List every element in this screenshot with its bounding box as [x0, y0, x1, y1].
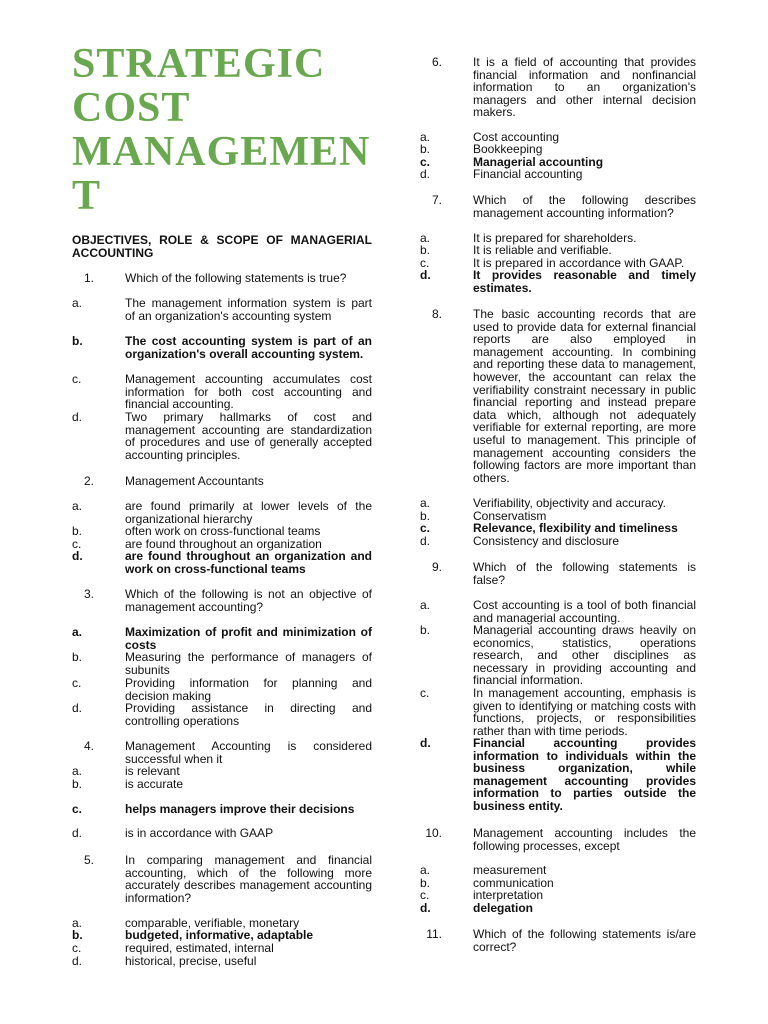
answer-option: [72, 373, 372, 411]
option-letter: a.: [72, 499, 83, 513]
option-letter: a.: [72, 916, 83, 930]
option-text: It is prepared in accordance with GAAP.: [473, 256, 685, 270]
option-letter: c.: [420, 521, 431, 535]
option-text: Bookkeeping: [473, 142, 543, 156]
answer-option-correct: [72, 550, 372, 575]
option-letter: c.: [72, 802, 83, 816]
answer-option-correct: [72, 335, 372, 360]
answer-option-correct: [72, 929, 372, 942]
option-letter: d.: [420, 901, 431, 915]
option-text: delegation: [473, 901, 534, 915]
answer-option: [72, 411, 372, 461]
question-stem: Management Accounting is considered successful when it: [125, 739, 372, 766]
answer-option: [72, 955, 372, 968]
question-11: [420, 928, 696, 953]
option-text: is accurate: [125, 777, 184, 791]
answer-option: [420, 143, 696, 156]
question-stem: Management accounting includes the following processes, except: [473, 826, 696, 853]
option-text: It is prepared for shareholders.: [473, 231, 637, 245]
option-text: Managerial accounting draws heavily on economics, statistics, operations research, and other disciplines as necessary in providing accounting and financial information.: [473, 623, 696, 688]
question-number: 10.: [425, 826, 442, 840]
question-number: 9.: [431, 560, 442, 574]
question-stem: Which of the following statements is/are correct?: [473, 927, 696, 954]
answer-option: [420, 864, 696, 877]
option-letter: a.: [420, 863, 431, 877]
answer-option: [420, 889, 696, 902]
option-text: Measuring the performance of managers of subunits: [125, 650, 372, 677]
option-letter: a.: [420, 130, 431, 144]
question-stem: Which of the following describes management accounting information?: [473, 193, 696, 220]
option-letter: a.: [72, 296, 83, 310]
option-letter: b.: [420, 142, 431, 156]
question-2: [72, 475, 372, 488]
option-text: interpretation: [473, 888, 544, 902]
answer-option: [420, 687, 696, 737]
answer-option: [72, 778, 372, 791]
option-text: Cost accounting is a tool of both financial and managerial accounting.: [473, 598, 696, 625]
option-letter: d.: [72, 701, 83, 715]
question-8: [420, 308, 696, 484]
question-number: 2.: [83, 474, 94, 488]
question-stem: In comparing management and financial accounting, which of the following more accurately describes management accounting information?: [125, 853, 372, 905]
option-text: Managerial accounting: [473, 155, 604, 169]
answer-option-correct: [72, 803, 372, 816]
question-number: 6.: [431, 55, 442, 69]
option-letter: c.: [420, 686, 430, 700]
option-text: Cost accounting: [473, 130, 560, 144]
option-text: Management accounting accumulates cost information for both cost accounting and financial accounting.: [125, 372, 372, 412]
question-6: [420, 56, 696, 119]
option-letter: a.: [420, 231, 431, 245]
option-text: Providing information for planning and decision making: [125, 676, 372, 703]
option-letter: a.: [72, 625, 83, 639]
option-text: Consistency and disclosure: [473, 534, 620, 548]
answer-option: [72, 765, 372, 778]
answer-option: [72, 651, 372, 676]
option-letter: b.: [72, 334, 83, 348]
option-text: The cost accounting system is part of an organization's overall accounting system.: [125, 334, 372, 361]
option-letter: d.: [72, 826, 83, 840]
question-number: 8.: [431, 307, 442, 321]
option-text: often work on cross-functional teams: [125, 524, 321, 538]
answer-option: [72, 297, 372, 322]
question-4: [72, 740, 372, 765]
question-number: 3.: [83, 587, 94, 601]
option-letter: c.: [72, 372, 82, 386]
question-number: 5.: [83, 853, 94, 867]
question-stem: Which of the following is not an objective of management accounting?: [125, 587, 372, 614]
option-letter: b.: [72, 650, 83, 664]
option-letter: b.: [72, 777, 83, 791]
option-text: Financial accounting provides information to individuals within the business organization, while management accounting provides information to parties outside the business entity.: [473, 736, 696, 813]
option-text: comparable, verifiable, monetary: [125, 916, 300, 930]
option-letter: a.: [420, 496, 431, 510]
answer-option: [72, 525, 372, 538]
option-letter: c.: [420, 888, 430, 902]
option-letter: a.: [420, 598, 431, 612]
option-letter: c.: [420, 155, 431, 169]
option-text: Relevance, flexibility and timeliness: [473, 521, 678, 535]
option-letter: c.: [72, 537, 82, 551]
option-text: communication: [473, 876, 554, 890]
option-text: budgeted, informative, adaptable: [125, 928, 314, 942]
option-letter: b.: [420, 876, 431, 890]
question-number: 11.: [426, 927, 442, 941]
answer-option: [420, 535, 696, 548]
option-letter: b.: [420, 623, 431, 637]
option-text: Maximization of profit and minimization of costs: [125, 625, 372, 652]
answer-option: [420, 244, 696, 257]
answer-option: [420, 131, 696, 144]
option-letter: c.: [72, 676, 82, 690]
answer-option: [72, 702, 372, 727]
answer-option: [72, 942, 372, 955]
answer-option: [420, 168, 696, 181]
option-letter: d.: [72, 549, 83, 563]
option-text: are found throughout an organization and work on cross-functional teams: [125, 549, 372, 576]
option-text: It is reliable and verifiable.: [473, 243, 612, 257]
option-letter: b.: [72, 928, 83, 942]
answer-option-correct: [420, 522, 696, 535]
option-letter: a.: [72, 764, 83, 778]
option-text: are found primarily at lower levels of the organizational hierarchy: [125, 499, 372, 526]
question-stem: It is a field of accounting that provides financial information and nonfinancial information to an organization's managers and other internal decision makers.: [473, 55, 696, 120]
option-text: The management information system is part of an organization's accounting system: [125, 296, 372, 323]
answer-option: [420, 497, 696, 510]
answer-option: [72, 500, 372, 525]
option-letter: b.: [420, 243, 431, 257]
answer-option: [420, 877, 696, 890]
option-text: It provides reasonable and timely estimates.: [473, 268, 696, 295]
answer-option: [72, 827, 372, 840]
option-text: Financial accounting: [473, 167, 583, 181]
answer-option-correct: [420, 902, 696, 915]
option-letter: d.: [72, 954, 83, 968]
option-text: In management accounting, emphasis is given to identifying or matching costs with functions, projects, or responsibilities rather than with time periods.: [473, 686, 696, 738]
option-letter: b.: [420, 509, 431, 523]
question-1: [72, 272, 372, 285]
question-5: [72, 854, 372, 904]
option-text: Conservatism: [473, 509, 547, 523]
question-number: 7.: [431, 193, 442, 207]
option-letter: b.: [72, 524, 83, 538]
option-text: is in accordance with GAAP: [125, 826, 274, 840]
question-number: 1.: [83, 271, 94, 285]
option-text: Verifiability, objectivity and accuracy.: [473, 496, 666, 510]
answer-option-correct: [72, 626, 372, 651]
answer-option: [420, 599, 696, 624]
answer-option-correct: [420, 269, 696, 294]
question-7: [420, 194, 696, 219]
option-letter: d.: [420, 268, 431, 282]
option-text: Two primary hallmarks of cost and management accounting are standardization of procedures and use of generally accepted accounting principles.: [125, 410, 372, 462]
option-text: is relevant: [125, 764, 180, 778]
option-text: Providing assistance in directing and controlling operations: [125, 701, 372, 728]
answer-option: [72, 677, 372, 702]
option-text: helps managers improve their decisions: [125, 802, 355, 816]
question-stem: Management Accountants: [125, 474, 264, 488]
section-subtitle: OBJECTIVES, ROLE & SCOPE OF MANAGERIAL ACCOUNTING: [72, 233, 372, 260]
answer-option: [420, 624, 696, 687]
option-text: historical, precise, useful: [125, 954, 257, 968]
question-stem: Which of the following statements is false?: [473, 560, 696, 587]
question-stem: Which of the following statements is true?: [125, 271, 347, 285]
question-number: 4.: [83, 739, 94, 753]
option-letter: c.: [72, 941, 82, 955]
document-title: STRATEGIC COST MANAGEMEN T: [72, 41, 371, 219]
question-3: [72, 588, 372, 613]
option-text: measurement: [473, 863, 547, 877]
option-letter: c.: [420, 256, 430, 270]
answer-option-correct: [420, 737, 696, 813]
option-text: are found throughout an organization: [125, 537, 322, 551]
option-letter: d.: [420, 534, 431, 548]
option-text: required, estimated, internal: [125, 941, 274, 955]
option-letter: d.: [72, 410, 83, 424]
question-10: [420, 827, 696, 852]
option-letter: d.: [420, 167, 431, 181]
option-letter: d.: [420, 736, 431, 750]
question-stem: The basic accounting records that are used to provide data for external financial reports are also employed in management accounting. In combining and reporting these data to management, however, the accountant can relax the verifiability constraint necessary in public financial reporting and instead prepare data which, although not adequately verifiable for external reporting, are more useful to management. This principle of management accounting considers the following factors are more important than others.: [473, 307, 696, 485]
question-9: [420, 561, 696, 586]
